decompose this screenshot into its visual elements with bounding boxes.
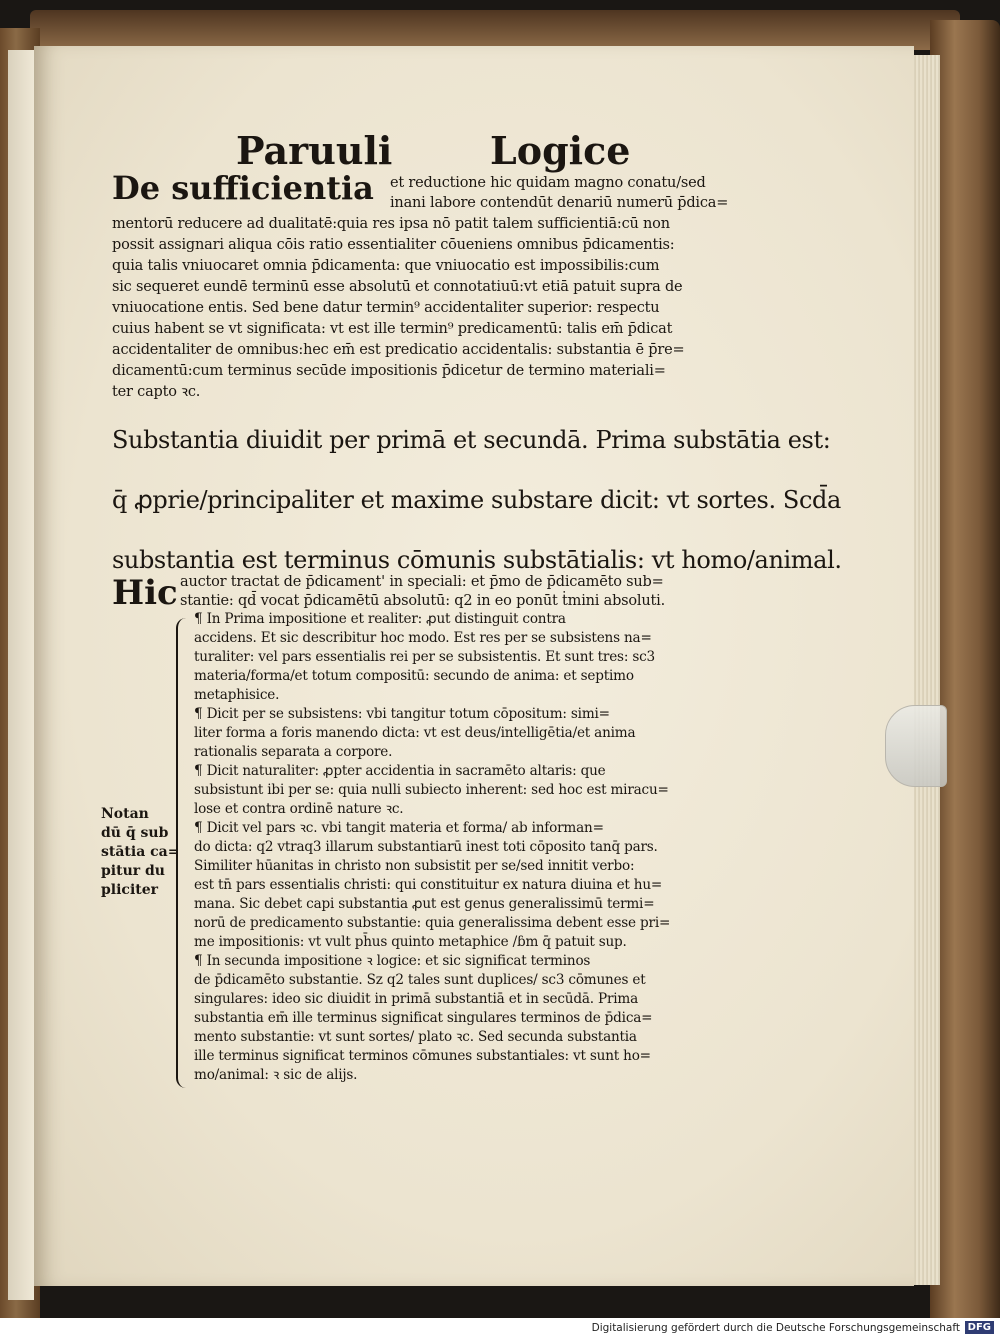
definition-line: q̄ ꝓprie/principaliter et maxime substare dicit: vt sortes. Scd̄a: [112, 486, 841, 514]
marginal-note-line: Notan: [101, 806, 149, 822]
commentary-line: est tn̄ pars essentialis christi: qui constituitur ex natura diuina et hu=: [194, 877, 663, 893]
definition-line: Substantia diuidit per primā et secundā. Prima substātia est:: [112, 426, 831, 454]
section-lead: De sufficientia: [112, 169, 374, 207]
marginal-note-line: pitur du: [101, 863, 165, 879]
dfg-logo: DFG: [965, 1321, 994, 1334]
section-line: quia talis vniuocaret omnia p̄dicamenta: que vniuocatio est impossibilis:cum: [112, 258, 660, 274]
commentary-line: metaphisice.: [194, 687, 280, 703]
commentary-drop-initial: Hic: [112, 573, 178, 613]
marginal-note-line: pliciter: [101, 882, 159, 898]
section-line: mentorū reducere ad dualitatē:quia res ipsa nō patit talem sufficientiā:cū non: [112, 216, 670, 232]
running-head-right: Logice: [490, 128, 631, 173]
section-line: sic sequeret eundē terminū esse absolutū et connotatiuū:vt etiā patuit supra de: [112, 279, 683, 295]
commentary-line: singulares: ideo sic diuidit in primā substantiā et in secūdā. Prima: [194, 991, 638, 1007]
section-line: vniuocatione entis. Sed bene datur termin⁹ accidentaliter superior: respectu: [112, 300, 660, 316]
commentary-line: ¶ In secunda impositione ꝛ logice: et sic significat terminos: [194, 953, 591, 969]
commentary-line: ¶ In Prima impositione et realiter: ꝓut distinguit contra: [194, 611, 566, 627]
section-line: accidentaliter de omnibus:hec em̄ est predicatio accidentalis: substantia ē p̄re=: [112, 342, 685, 358]
commentary-line: do dicta: q2 vtraq3 illarum substantiarū inest toti cōposito tanq̄ pars.: [194, 839, 658, 855]
section-line: dicamentū:cum terminus secūde impositionis p̄dicetur de termino materiali=: [112, 363, 666, 379]
commentary-line: lose et contra ordinē nature ꝛc.: [194, 801, 404, 817]
commentary-line: ¶ Dicit naturaliter: ꝓpter accidentia in sacramēto altaris: que: [194, 763, 606, 779]
marginal-note-line: stātia ca=: [101, 844, 180, 860]
commentary-line: rationalis separata a corpore.: [194, 744, 393, 760]
commentary-line: norū de predicamento substantie: quia generalissima debent esse pri=: [194, 915, 671, 931]
commentary-line: mo/animal: ꝛ sic de alijs.: [194, 1067, 358, 1083]
commentary-line: Similiter hūanitas in christo non subsistit per se/sed innitit verbo:: [194, 858, 635, 874]
commentary-line: ille terminus significat terminos cōmunes substantiales: vt sunt ho=: [194, 1048, 651, 1064]
footer-credit: Digitalisierung gefördert durch die Deutsche Forschungsgemeinschaft: [591, 1322, 960, 1334]
commentary-intro: stantie: qd̄ vocat p̄dicamētū absolutū: q2 in eo ponūt ṫmini absoluti.: [180, 593, 665, 609]
commentary-intro: auctor tractat de p̄dicament' in speciali: et p̄mo de p̄dicamēto sub=: [180, 574, 664, 590]
section-line: cuius habent se vt significata: vt est ille termin⁹ predicamentū: talis em̄ p̄dicat: [112, 321, 673, 337]
section-line: possit assignari aliqua cōis ratio essentialiter cōueniens omnibus p̄dicamentis:: [112, 237, 675, 253]
commentary-line: de p̄dicamēto substantie. Sz q2 tales sunt duplices/ sc3 cōmunes et: [194, 972, 646, 988]
commentary-line: mana. Sic debet capi substantia ꝓut est genus generalissimū termi=: [194, 896, 655, 912]
commentary-line: me impositionis: vt vult ph̄us quinto metaphice /ɓm q̄ patuit sup.: [194, 934, 627, 950]
commentary-line: ¶ Dicit per se subsistens: vbi tangitur totum cōpositum: simi=: [194, 706, 610, 722]
commentary-line: ¶ Dicit vel pars ꝛc. vbi tangit materia et forma/ ab informan=: [194, 820, 604, 836]
definition-line: substantia est terminus cōmunis substātialis: vt homo/animal.: [112, 546, 842, 574]
commentary-line: accidens. Et sic describitur hoc modo. Est res per se subsistens na=: [194, 630, 652, 646]
commentary-line: turaliter: vel pars essentialis rei per se subsistentis. Et sunt tres: sc3: [194, 649, 655, 665]
commentary-line: liter forma a foris manendo dicta: vt est deus/intelligētia/et anima: [194, 725, 636, 741]
marginal-note-line: dū q̄ sub: [101, 825, 169, 841]
commentary-line: substantia em̄ ille terminus significat singulares terminos de p̄dica=: [194, 1010, 653, 1026]
section-line: ter capto ꝛc.: [112, 384, 201, 400]
commentary-line: materia/forma/et totum compositū: secundo de anima: et septimo: [194, 668, 634, 684]
running-head-left: Paruuli: [236, 128, 393, 173]
section-line: inani labore contendūt denariū numerū p̄dica=: [390, 195, 729, 211]
commentary-line: subsistunt ibi per se: quia nulli subiecto inherent: sed hoc est miracu=: [194, 782, 669, 798]
commentary-line: mento substantie: vt sunt sortes/ plato ꝛc. Sed secunda substantia: [194, 1029, 637, 1045]
section-line: et reductione hic quidam magno conatu/sed: [390, 175, 706, 191]
